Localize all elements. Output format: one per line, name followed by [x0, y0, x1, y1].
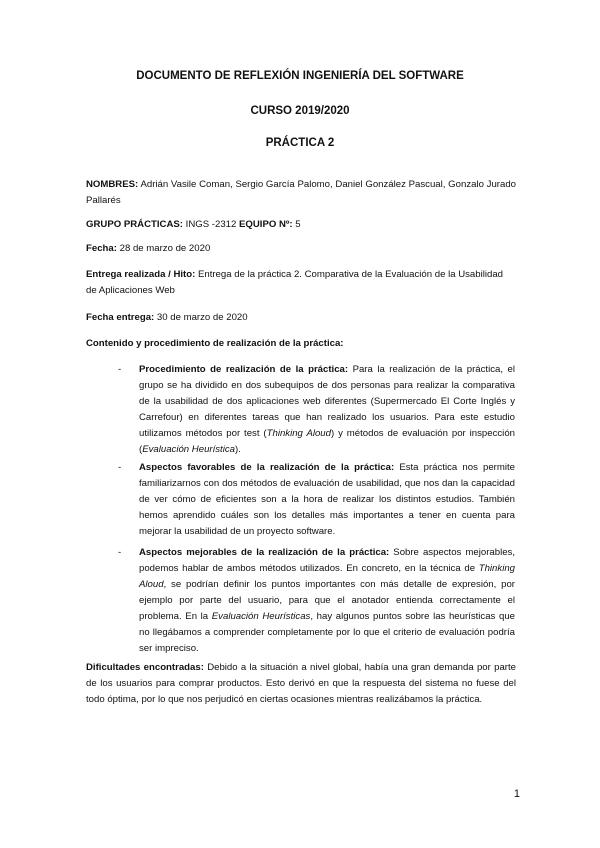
delivery-label: Entrega realizada / Hito: [86, 269, 196, 280]
bullet-label: Aspectos favorables de la realización de la práctica: [139, 462, 395, 473]
delivery-date-field [86, 310, 516, 326]
difficulties-text: Debido a la situación a nivel global, había una gran demanda por parte de los usuarios para comprar productos. Esto derivó en que la respuesta del sistema no fuese del todo óptima, por lo que nos perjudicó en ciertas ocasiones mientras realizábamos la práctica. [86, 662, 516, 705]
bullet-dash: - [118, 462, 122, 473]
page-number: 1 [513, 788, 520, 800]
bullet-dash: - [118, 364, 122, 375]
names-label: NOMBRES: [86, 179, 139, 190]
team-label: EQUIPO Nº: [239, 219, 293, 230]
document-title: DOCUMENTO DE REFLEXIÓN INGENIERÍA DEL SOFTWARE [136, 70, 464, 82]
bullet-procedure [139, 362, 515, 458]
delivery-date-value: 30 de marzo de 2020 [154, 312, 248, 323]
group-value: INGS -2312 [183, 219, 240, 230]
bullet-label: Procedimiento de realización de la práctica: [139, 364, 349, 375]
bullet-favorable [139, 460, 515, 540]
bullet-italic: Evaluación Heurísticas [211, 611, 311, 622]
bullet-italic: Thinking Aloud [139, 563, 515, 590]
team-value: 5 [292, 219, 301, 230]
date-value: 28 de marzo de 2020 [116, 243, 211, 254]
date-field [86, 241, 516, 257]
bullet-text: Para la realización de la práctica, el grupo se ha dividido en dos subequipos de dos personas para realizar la comparativa de la usabilidad de dos aplicaciones web diferentes (Supermercado El Corte Inglés y Carrefour) en diferentes tareas que han realizado los usuarios. Para este estudio utilizamos métodos por test ( [139, 364, 515, 439]
bullet-italic: Evaluación Heurística [142, 444, 235, 455]
names-value: Adrián Vasile Coman, Sergio García Palomo, Daniel González Pascual, Gonzalo Jurado Pallarés [86, 179, 516, 206]
group-label: GRUPO PRÁCTICAS: [86, 219, 184, 230]
practice-title: PRÁCTICA 2 [265, 137, 335, 149]
group-team-field [86, 217, 516, 233]
names-field [86, 177, 516, 209]
bullet-text: Sobre aspectos mejorables, podemos hablar de ambos métodos utilizados. En concreto, en la técnica de [139, 547, 515, 574]
bullet-improvable [139, 545, 515, 657]
date-label: Fecha: [86, 243, 117, 254]
course-title: CURSO 2019/2020 [250, 105, 350, 117]
bullet-dash: - [118, 547, 122, 558]
bullet-text: , se podrían definir los puntos importantes con más detalle de expresión, por ejemplo por parte del usuario, para que el anotador entienda correctamente el problema. En la [139, 579, 515, 622]
bullet-italic: Thinking Aloud [266, 428, 331, 439]
bullet-text: , hay algunos puntos sobre las heurísticas que no llegábamos a comprender completamente por lo que el criterio de evaluación podría ser impreciso. [139, 611, 515, 654]
delivery-date-label: Fecha entrega: [86, 312, 155, 323]
difficulties-field [86, 660, 516, 708]
bullet-label: Aspectos mejorables de la realización de la práctica: [139, 547, 390, 558]
delivery-field [86, 267, 516, 299]
difficulties-label: Dificultades encontradas: [86, 662, 204, 673]
bullet-text: ) y métodos de evaluación por inspección ( [139, 428, 515, 455]
bullet-text: ). [235, 444, 241, 455]
bullet-text: Esta práctica nos permite familiarizarnos con dos métodos de evaluación de usabilidad, que nos dan la capacidad de ver cómo de eficientes son a la hora de realizar los distintos estudios. También hemos aprendido cuáles son los detalles más importantes a tener en cuenta para mejorar la usabilidad de un proyecto software. [139, 462, 515, 537]
content-heading: Contenido y procedimiento de realización de la práctica: [86, 338, 344, 349]
delivery-value: Entrega de la práctica 2. Comparativa de la Evaluación de la Usabilidad de Aplicaciones Web [86, 269, 504, 296]
